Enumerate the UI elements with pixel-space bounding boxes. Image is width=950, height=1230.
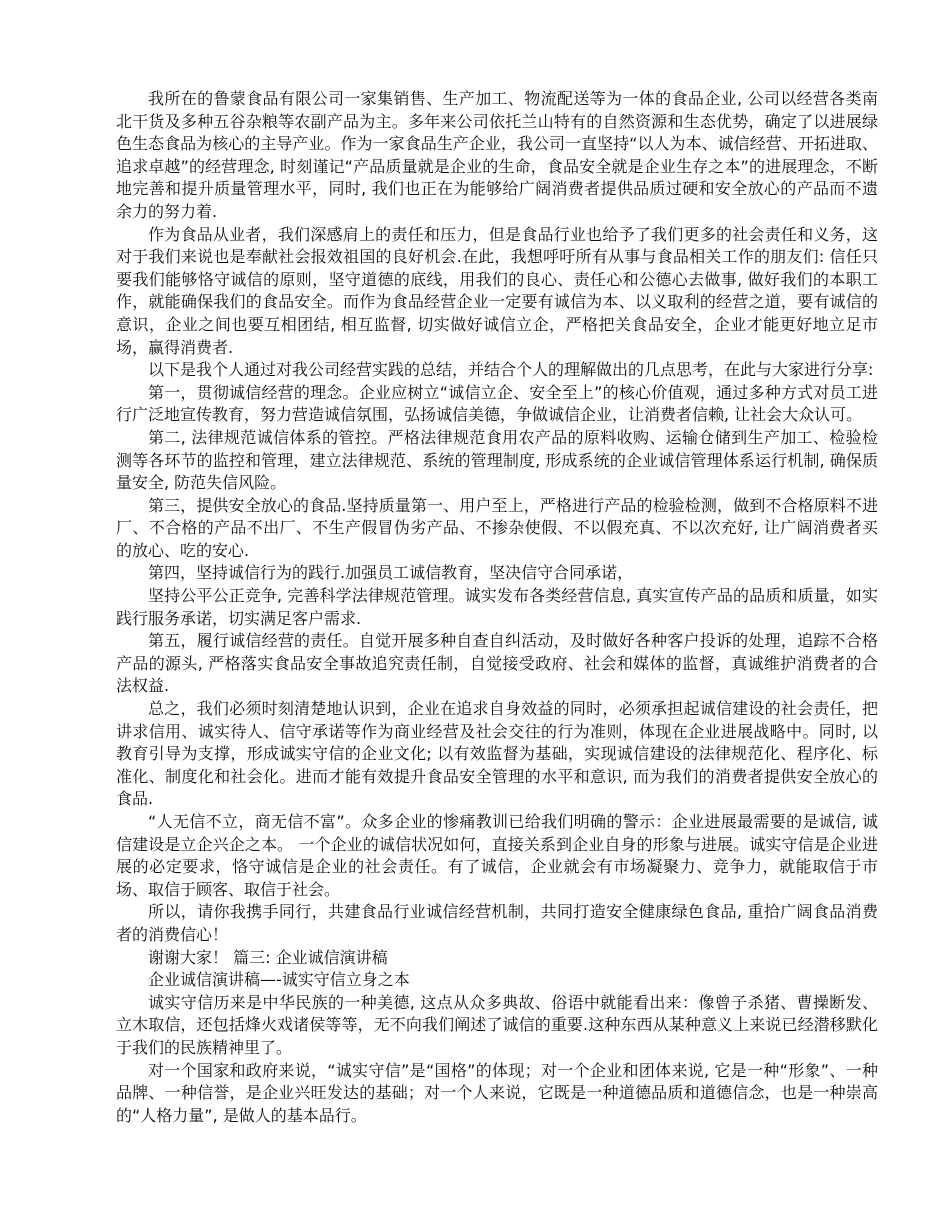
paragraph: 坚持公平公正竞争, 完善科学法律规范管理。诚实发布各类经营信息, 真实宣传产品的品质和质量，如实践行服务承诺，切实满足客户需求.	[116, 586, 878, 628]
paragraph: 诚实守信历来是中华民族的一种美德, 这点从众多典故、俗语中就能看出来：像曾子杀猪、曹操断发、立木取信，还包括烽火戏诸侯等等，无不向我们阐述了诚信的重要.这种东西从某种意义上来说已经潜移默化于我们的民族精神里了。	[116, 992, 878, 1057]
paragraph: 第五，履行诚信经营的责任。自觉开展多种自查自纠活动，及时做好各种客户投诉的处理，追踪不合格产品的源头, 严格落实食品安全事故追究责任制，自觉接受政府、社会和媒体的监督，真诚维护消费者的合法权益.	[116, 631, 878, 696]
paragraph: 第二, 法律规范诚信体系的管控。严格法律规范食用农产品的原料收购、运输仓储到生产加工、检验检测等各环节的监控和管理，建立法律规范、系统的管理制度, 形成系统的企业诚信管理体系运行机制, 确保质量安全, 防范失信风险。	[116, 427, 878, 493]
paragraph: 所以，请你我携手同行，共建食品行业诚信经营机制，共同打造安全健康绿色食品, 重拾广阔食品消费者的消费信心！	[116, 902, 878, 944]
paragraph: 以下是我个人通过对我公司经营实践的总结，并结合个人的理解做出的几点思考，在此与大家进行分享:	[148, 360, 874, 380]
paragraph: 对一个国家和政府来说，“诚实守信”是“国格”的体现；对一个企业和团体来说, 它是一种“形象”、一种品牌、一种信誉，是企业兴旺发达的基础；对一个人来说，它既是一种道德品质和道德信念，也是一种崇高的“人格力量”, 是做人的基本品行。	[116, 1060, 878, 1125]
paragraph: 第一，贯彻诚信经营的理念。企业应树立“诚信立企、安全至上”的核心价值观，通过多种方式对员工进行广泛地宣传教育，努力营造诚信氛围，弘扬诚信美德，争做诚信企业，让消费者信赖, 让社会大众认可。	[116, 382, 878, 425]
paragraph: 作为食品从业者，我们深感肩上的责任和压力，但是食品行业也给予了我们更多的社会责任和义务，这对于我们来说也是奉献社会报效祖国的良好机会.在此，我想呼吁所有从事与食品相关工作的朋友们: 信任只要我们能够恪守诚信的原则，坚守道德的底线，用我们的良心、责任心和公德心去做事, 做好我们的本职工作，就能确保我们的食品安全。而作为食品经营企业一定要有诚信为本、以义取利的经营之道，要有诚信的意识，企业之间也要互相团结, 相互监督, 切实做好诚信立企，严格把关食品安全，企业才能更好地立足市场，赢得消费者.	[116, 224, 878, 357]
paragraph: 第三，提供安全放心的食品.坚持质量第一、用户至上，严格进行产品的检验检测，做到不合格原料不进厂、不合格的产品不出厂、不生产假冒伪劣产品、不掺杂使假、不以假充真、不以次充好, 让广阔消费者买的放心、吃的安心.	[116, 495, 878, 560]
section-heading: 谢谢大家！ 篇三: 企业诚信演讲稿	[148, 947, 388, 967]
paragraph: 总之，我们必须时刻清楚地认识到，企业在追求自身效益的同时，必须承担起诚信建设的社会责任，把讲求信用、诚实待人、信守承诺等作为商业经营及社会交往的行为准则，体现在企业进展战略中。同时, 以教育引导为支撑，形成诚实守信的企业文化; 以有效监督为基础，实现诚信建设的法律规范化、程序化、标准化、制度化和社会化。进而才能有效提升食品安全管理的水平和意识, 而为我们的消费者提供安全放心的食品.	[116, 699, 878, 809]
paragraph: 第四，坚持诚信行为的践行.加强员工诚信教育，坚决信守合同承诺，	[148, 563, 634, 583]
speech-title: 企业诚信演讲稿—-诚实守信立身之本	[148, 970, 410, 990]
paragraph: 我所在的鲁蒙食品有限公司一家集销售、生产加工、物流配送等为一体的食品企业, 公司以经营各类南北干货及多种五谷杂粮等农副产品为主。多年来公司依托兰山特有的自然资源和生态优势，确定了以进展绿色生态食品为核心的主导产业。作为一家食品生产企业，我公司一直坚持“以人为本、诚信经营、开拓进取、追求卓越”的经营理念, 时刻谨记“产品质量就是企业的生命，食品安全就是企业生存之本”的进展理念，不断地完善和提升质量管理水平，同时, 我们也正在为能够给广阔消费者提供品质过硬和安全放心的产品而不遗余力的努力着.	[116, 89, 878, 221]
paragraph: “人无信不立，商无信不富”。众多企业的惨痛教训已给我们明确的警示：企业进展最需要的是诚信, 诚信建设是立企兴企之本。 一个企业的诚信状况如何，直接关系到企业自身的形象与进展。诚实守信是企业进展的必定要求，恪守诚信是企业的社会责任。有了诚信，企业就会有市场凝聚力、竞争力，就能取信于市场、取信于顾客、取信于社会。	[116, 812, 878, 899]
